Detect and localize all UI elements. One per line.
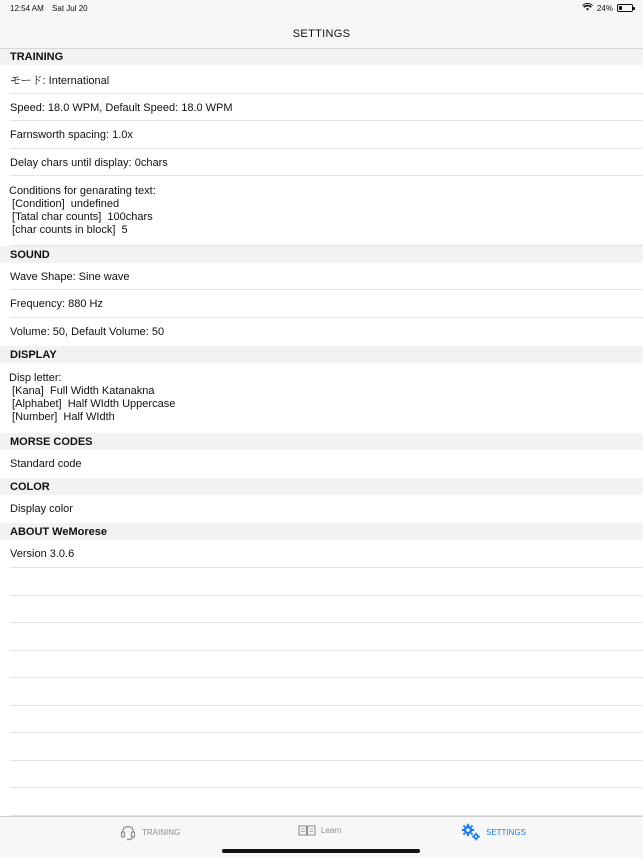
display-kana: [Kana] Full Width Katanakna <box>9 385 155 397</box>
setting-version[interactable]: Version 3.0.6 <box>0 540 643 568</box>
setting-delay[interactable]: Delay chars until display: 0chars <box>0 149 643 176</box>
empty-row <box>0 568 643 596</box>
setting-display-letter[interactable] <box>0 363 643 433</box>
empty-row <box>0 623 643 651</box>
empty-row <box>0 788 643 816</box>
battery-percent: 24% <box>596 3 613 13</box>
settings-list[interactable] <box>0 49 643 816</box>
conditions-title: Conditions for genarating text: <box>9 185 156 197</box>
tab-settings[interactable] <box>461 823 526 841</box>
section-header-color: COLOR <box>0 478 643 495</box>
setting-farnsworth[interactable]: Farnsworth spacing: 1.0x <box>0 121 643 149</box>
setting-display-color[interactable]: Display color <box>10 503 73 515</box>
setting-volume[interactable]: Volume: 50, Default Volume: 50 <box>10 326 165 338</box>
empty-row <box>0 733 643 761</box>
headset-icon <box>119 823 137 841</box>
conditions-total: [Tatal char counts] 100chars <box>9 211 153 223</box>
section-header-sound: SOUND <box>0 246 643 263</box>
book-icon <box>298 823 316 837</box>
setting-conditions[interactable] <box>0 176 643 246</box>
wifi-icon <box>582 3 593 13</box>
conditions-condition: [Condition] undefined <box>9 198 120 210</box>
status-bar <box>0 0 643 20</box>
section-header-about: ABOUT WeMorese <box>0 523 643 540</box>
page-title: SETTINGS <box>292 28 351 40</box>
tab-training[interactable] <box>119 823 180 841</box>
tab-learn-label: Learn <box>321 825 342 835</box>
setting-frequency[interactable]: Frequency: 880 Hz <box>0 290 643 318</box>
conditions-block: [char counts in block] 5 <box>9 224 128 236</box>
display-title: Disp letter: <box>9 372 62 384</box>
section-header-morse-codes: MORSE CODES <box>0 433 643 450</box>
setting-wave-shape[interactable]: Wave Shape: Sine wave <box>0 263 643 290</box>
setting-standard-code[interactable]: Standard code <box>10 458 82 470</box>
display-number: [Number] Half WIdth <box>9 411 115 423</box>
navigation-bar <box>0 20 643 49</box>
setting-speed[interactable]: Speed: 18.0 WPM, Default Speed: 18.0 WPM <box>0 94 643 121</box>
status-time: 12:54 AM <box>10 4 44 13</box>
empty-row <box>0 706 643 734</box>
empty-row <box>0 761 643 789</box>
home-indicator <box>222 849 420 853</box>
empty-row <box>0 651 643 679</box>
gears-icon <box>461 823 481 841</box>
empty-row <box>0 596 643 624</box>
display-alphabet: [Alphabet] Half WIdth Uppercase <box>9 398 176 410</box>
tab-training-label: TRAINING <box>142 827 181 837</box>
empty-row <box>0 678 643 706</box>
section-header-training: TRAINING <box>0 49 643 65</box>
setting-mode[interactable]: モード: International <box>0 65 643 94</box>
tab-learn[interactable] <box>298 823 341 837</box>
tab-settings-label: SETTINGS <box>486 827 527 837</box>
tab-bar <box>0 816 643 858</box>
battery-icon <box>617 4 633 12</box>
status-date: Sat Jul 20 <box>52 4 88 13</box>
section-header-display: DISPLAY <box>0 346 643 363</box>
